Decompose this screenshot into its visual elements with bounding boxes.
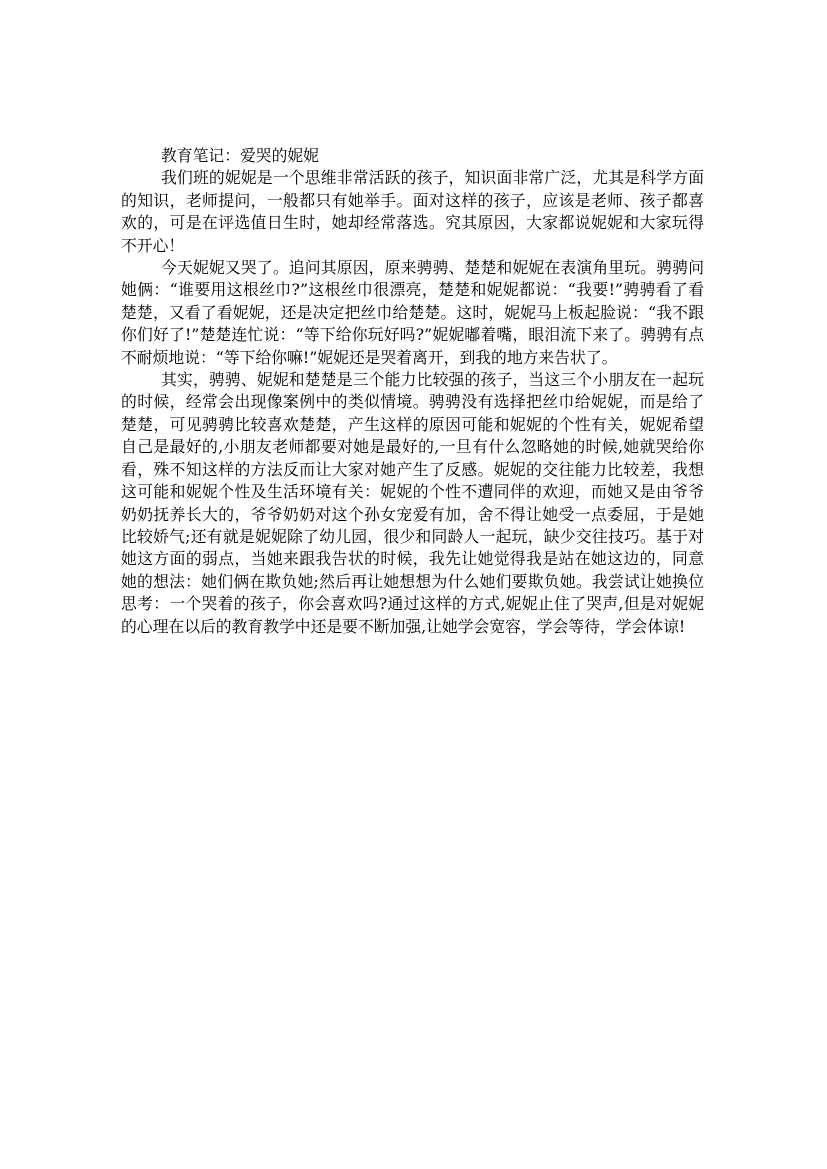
document-title: 教育笔记：爱哭的妮妮 — [161, 146, 319, 165]
paragraph-3: 其实，骋骋、妮妮和楚楚是三个能力比较强的孩子，当这三个小朋友在一起玩的时候，经常会出现像案例中的类似情境。骋骋没有选择把丝巾给妮妮，而是给了楚楚，可见骋骋比较喜欢楚楚，产生这样的原因可能和妮妮的个性有关，妮妮希望自己是最好的,小朋友老师都要对她是最好的,一旦有什么忽略她的时候,她就哭给你看，殊不知这样的方法反而让大家对她产生了反感。妮妮的交往能力比较差，我想这可能和妮妮个性及生活环境有关：妮妮的个性不遭同伴的欢迎，而她又是由爷爷奶奶抚养长大的，爷爷奶奶对这个孙女宠爱有加，舍不得让她受一点委屈，于是她比较娇气;还有就是妮妮除了幼儿园，很少和同龄人一起玩，缺少交往技巧。基于对她这方面的弱点，当她来跟我告状的时候，我先让她觉得我是站在她这边的，同意她的想法：她们俩在欺负她;然后再让她想想为什么她们要欺负她。我尝试让她换位思考：一个哭着的孩子，你会喜欢吗?通过这样的方式,妮妮止住了哭声,但是对妮妮的心理在以后的教育教学中还是要不断加强,让她学会宽容，学会等待，学会体谅! — [121, 370, 704, 636]
document-body — [121, 145, 704, 638]
paragraph-1: 我们班的妮妮是一个思维非常活跃的孩子，知识面非常广泛，尤其是科学方面的知识，老师提问，一般都只有她举手。面对这样的孩子，应该是老师、孩子都喜欢的，可是在评选值日生时，她却经常落选。究其原因，大家都说妮妮和大家玩得不开心！ — [121, 168, 704, 255]
paragraph-2: 今天妮妮又哭了。追问其原因，原来骋骋、楚楚和妮妮在表演角里玩。骋骋问她俩：“谁要用这根丝巾?”这根丝巾很漂亮，楚楚和妮妮都说：“我要!”骋骋看了看楚楚，又看了看妮妮，还是决定把丝巾给楚楚。这时，妮妮马上板起脸说：“我不跟你们好了!”楚楚连忙说：“等下给你玩好吗?”妮妮嘟着嘴，眼泪流下来了。骋骋有点不耐烦地说：“等下给你嘛!”妮妮还是哭着离开，到我的地方来告状了。 — [121, 258, 704, 367]
